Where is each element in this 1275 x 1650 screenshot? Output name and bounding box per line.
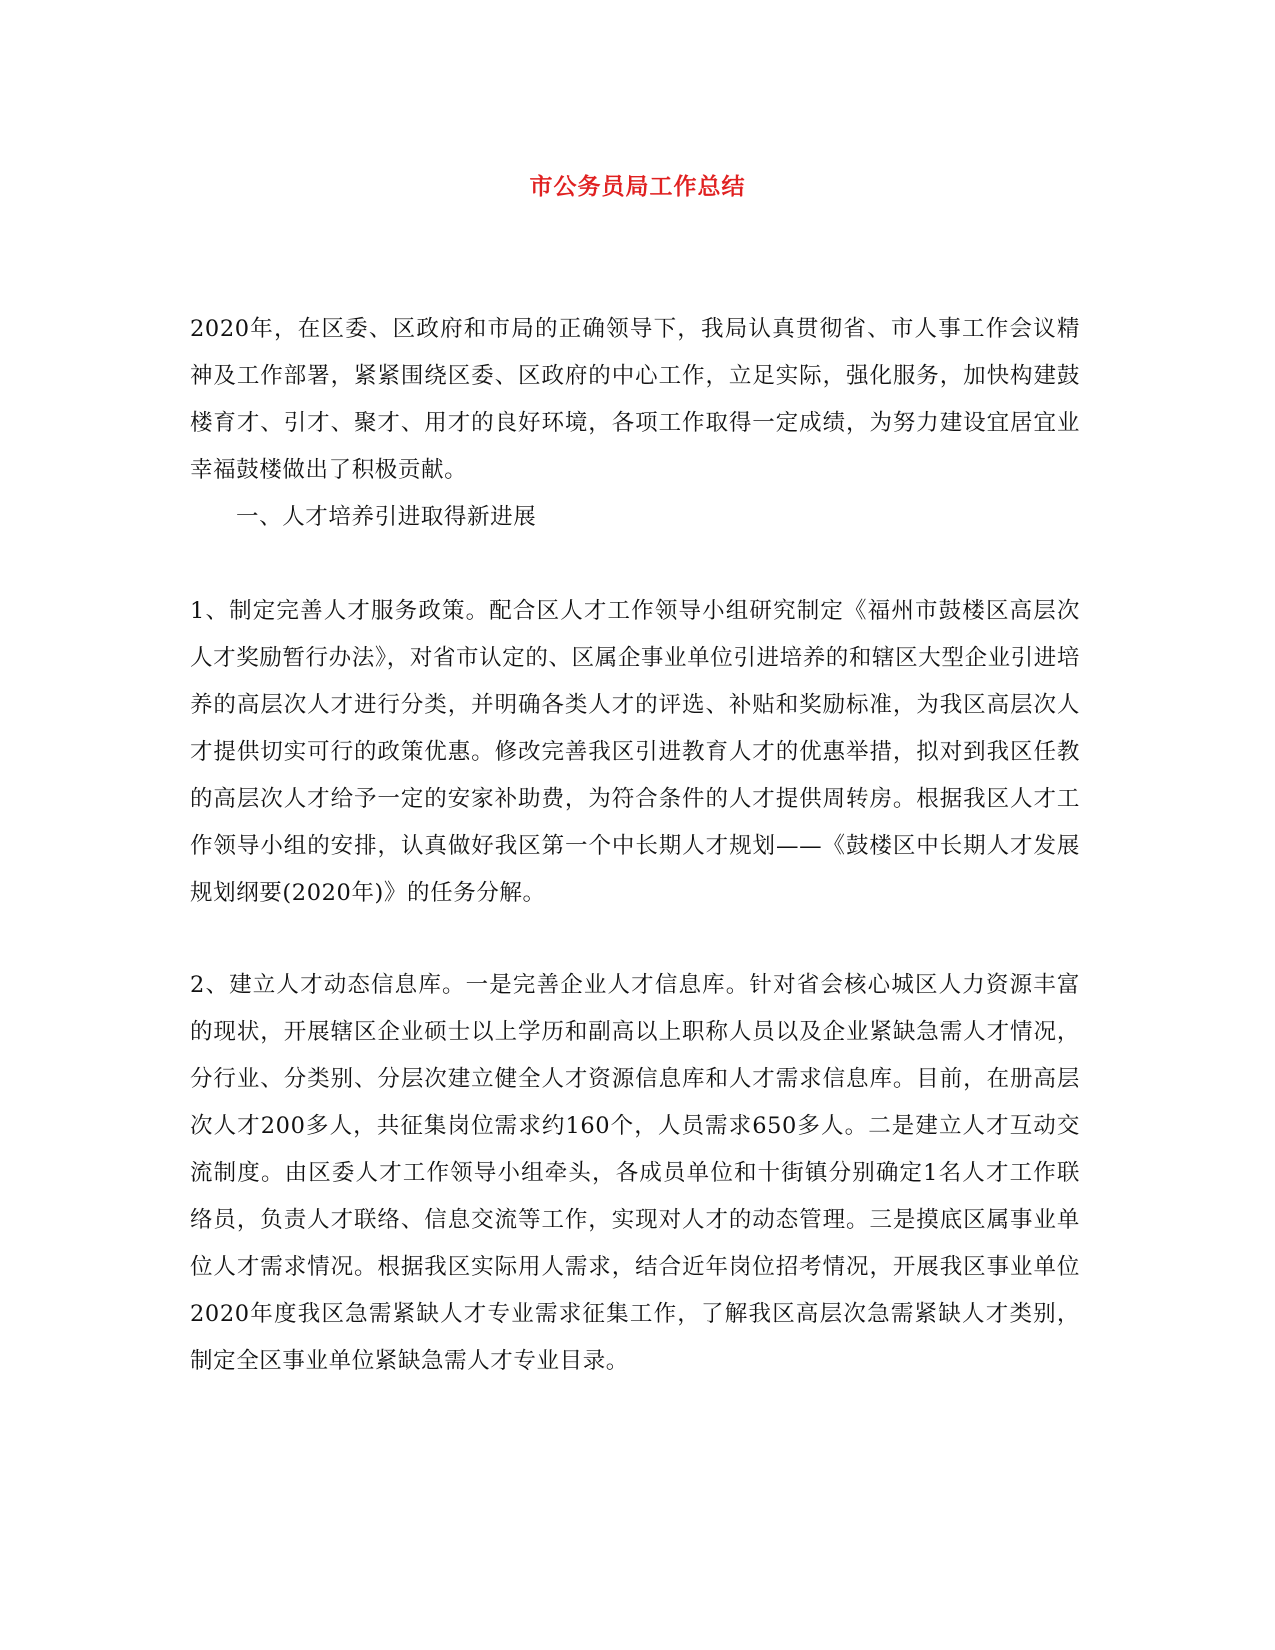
intro-paragraph: 2020年，在区委、区政府和市局的正确领导下，我局认真贯彻省、市人事工作会议精神及工作部署，紧紧围绕区委、区政府的中心工作，立足实际，强化服务，加快构建鼓楼育才、引才、聚才、用才的良好环境，各项工作取得一定成绩，为努力建设宜居宜业幸福鼓楼做出了积极贡献。 <box>190 316 1080 483</box>
section-heading: 一、人才培养引进取得新进展 <box>236 504 537 530</box>
paragraph-item-2: 2、建立人才动态信息库。一是完善企业人才信息库。针对省会核心城区人力资源丰富的现状，开展辖区企业硕士以上学历和副高以上职称人员以及企业紧缺急需人才情况，分行业、分类别、分层次建立健全人才资源信息库和人才需求信息库。目前，在册高层次人才200多人，共征集岗位需求约160个，人员需求650多人。二是建立人才互动交流制度。由区委人才工作领导小组牵头，各成员单位和十街镇分别确定1名人才工作联络员，负责人才联络、信息交流等工作，实现对人才的动态管理。三是摸底区属事业单位人才需求情况。根据我区实际用人需求，结合近年岗位招考情况，开展我区事业单位2020年度我区急需紧缺人才专业需求征集工作，了解我区高层次急需紧缺人才类别，制定全区事业单位紧缺急需人才专业目录。 <box>190 972 1080 1374</box>
paragraph-item-1: 1、制定完善人才服务政策。配合区人才工作领导小组研究制定《福州市鼓楼区高层次人才奖励暂行办法》，对省市认定的、区属企事业单位引进培养的和辖区大型企业引进培养的高层次人才进行分类，并明确各类人才的评选、补贴和奖励标准，为我区高层次人才提供切实可行的政策优惠。修改完善我区引进教育人才的优惠举措，拟对到我区任教的高层次人才给予一定的安家补助费，为符合条件的人才提供周转房。根据我区人才工作领导小组的安排，认真做好我区第一个中长期人才规划——《鼓楼区中长期人才发展规划纲要(2020年)》的任务分解。 <box>190 598 1080 906</box>
document-title: 市公务员局工作总结 <box>529 174 746 200</box>
